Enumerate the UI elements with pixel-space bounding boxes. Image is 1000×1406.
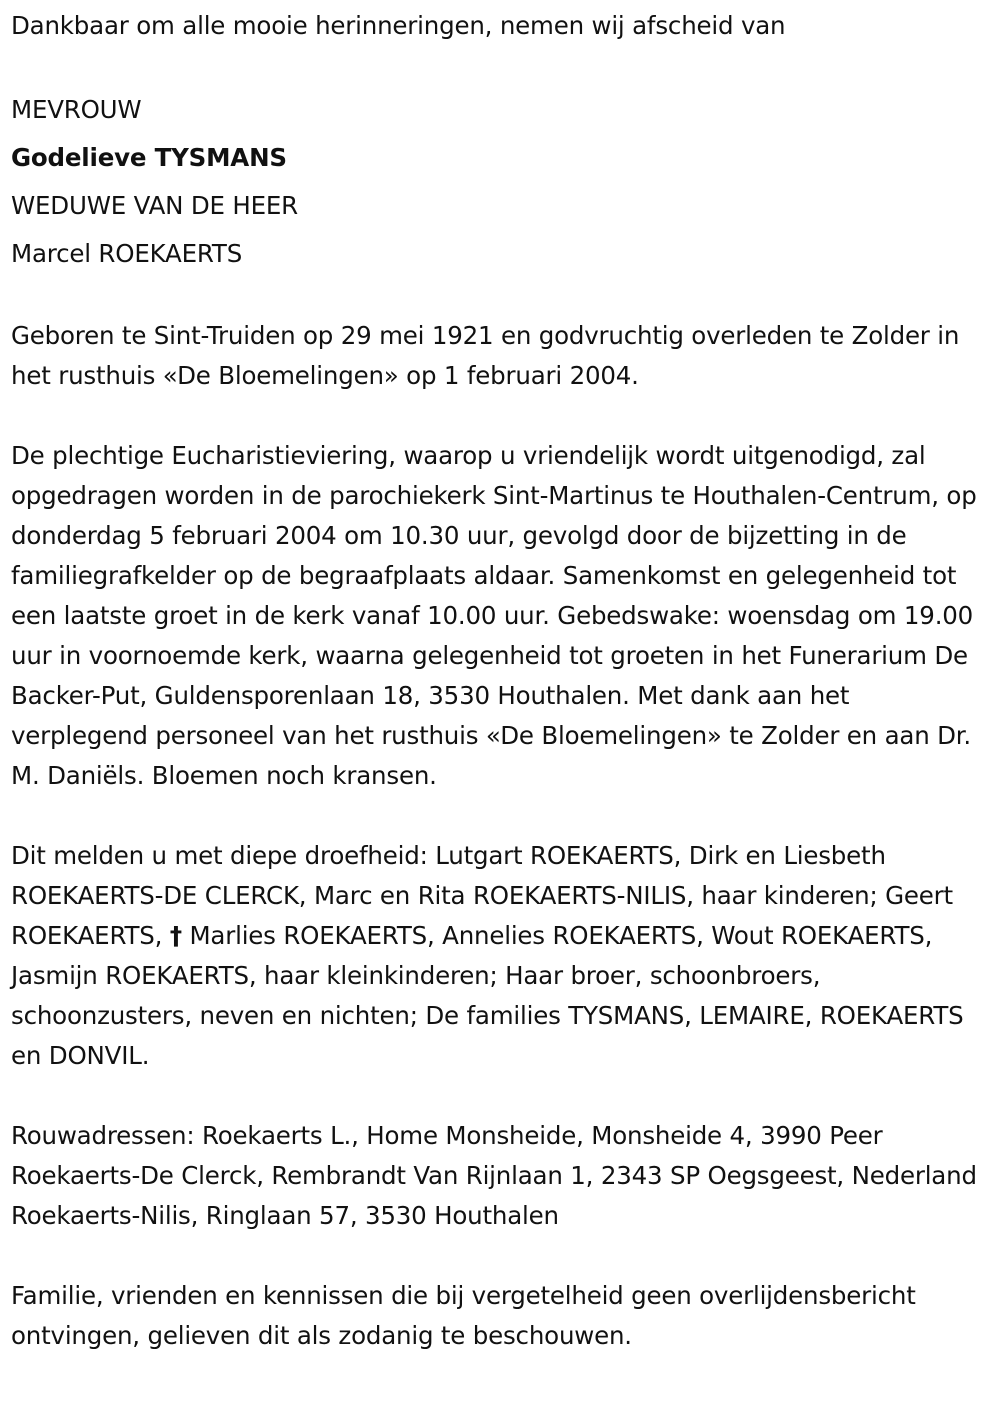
family-text-part2: Marlies ROEKAERTS, Annelies ROEKAERTS, Wout ROEKAERTS, Jasmijn ROEKAERTS, haar kleinkinderen; Haar broer, schoonbroers, schoonzusters, neven en nichten; De families TYSMANS, LEMAIRE, ROEKAERTS en DONVIL. [11, 921, 964, 1070]
birth-death-paragraph: Geboren te Sint-Truiden op 29 mei 1921 en godvruchtig overleden te Zolder in het rusthuis «De Bloemelingen» op 1 februari 2004. [11, 321, 960, 390]
spouse-name: Marcel ROEKAERTS [11, 239, 243, 268]
deceased-name: Godelieve TYSMANS [11, 143, 287, 172]
closing-paragraph: Familie, vrienden en kennissen die bij vergetelheid geen overlijdensbericht ontvingen, gelieven dit als zodanig te beschouwen. [11, 1281, 916, 1350]
spouse-title: WEDUWE VAN DE HEER [11, 191, 299, 220]
family-paragraph [11, 836, 988, 1076]
cross-icon: † [169, 921, 182, 950]
family-text-part1: Dit melden u met diepe droefheid: Lutgart ROEKAERTS, Dirk en Liesbeth ROEKAERTS-DE CLERCK, Marc en Rita ROEKAERTS-NILIS, haar kinderen; Geert ROEKAERTS, [11, 841, 953, 950]
ceremony-paragraph: De plechtige Eucharistieviering, waarop u vriendelijk wordt uitgenodigd, zal opgedragen worden in de parochiekerk Sint-Martinus te Houthalen-Centrum, op donderdag 5 februari 2004 om 10.30 uur, gevolgd door de bijzetting in de familiegrafkelder op de begraafplaats aldaar. Samenkomst en gelegenheid tot een laatste groet in de kerk vanaf 10.00 uur. Gebedswake: woensdag om 19.00 uur in voornoemde kerk, waarna gelegenheid tot groeten in het Funerarium De Backer-Put, Guldensporenlaan 18, 3530 Houthalen. Met dank aan het verplegend personeel van het rusthuis «De Bloemelingen» te Zolder en aan Dr. M. Daniëls. Bloemen noch kransen. [11, 441, 977, 790]
intro-text: Dankbaar om alle mooie herinneringen, nemen wij afscheid van [11, 11, 786, 40]
deceased-title: MEVROUW [11, 95, 142, 124]
deceased-block [11, 86, 988, 278]
addresses-paragraph: Rouwadressen: Roekaerts L., Home Monsheide, Monsheide 4, 3990 Peer Roekaerts-De Clerck, Rembrandt Van Rijnlaan 1, 2343 SP Oegsgeest, Nederland Roekaerts-Nilis, Ringlaan 57, 3530 Houthalen [11, 1121, 977, 1230]
